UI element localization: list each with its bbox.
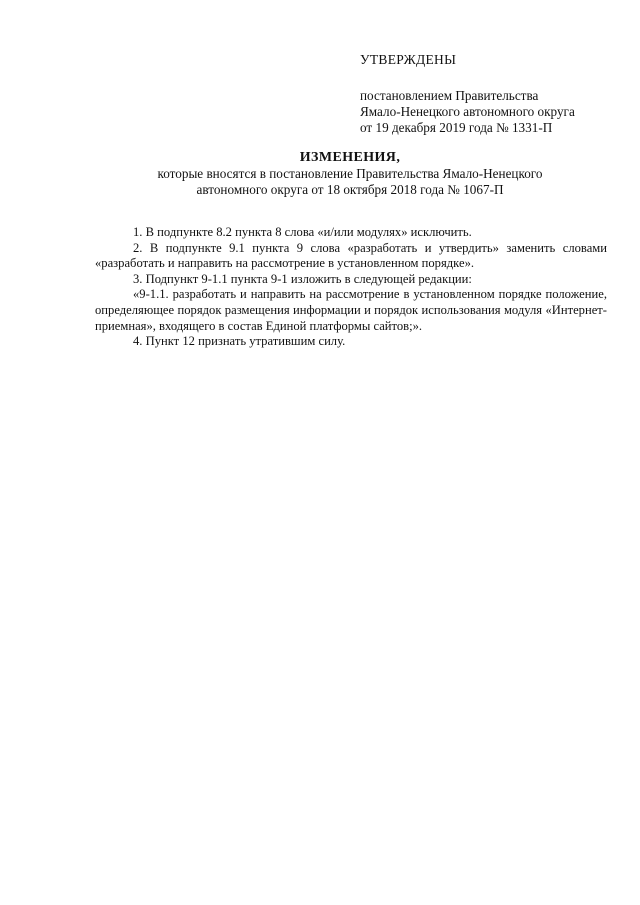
document-subtitle-line: которые вносятся в постановление Правительства Ямало-Ненецкого [157, 166, 543, 181]
paragraph: «9-1.1. разработать и направить на рассмотрение в установленном порядке положение, определяющее порядок размещения информации и порядок использования модуля «Интернет-приемная», входящего в состав Единой платформы сайтов;». [95, 287, 607, 333]
document-subtitle-line: автономного округа от 18 октября 2018 года № 1067-П [196, 182, 504, 197]
approval-heading: УТВЕРЖДЕНЫ [360, 52, 457, 67]
approval-line: Ямало-Ненецкого автономного округа [360, 104, 575, 119]
paragraph: 1. В подпункте 8.2 пункта 8 слова «и/или модулях» исключить. [133, 225, 472, 239]
document-title: ИЗМЕНЕНИЯ, [299, 150, 401, 165]
title-block [80, 150, 620, 198]
approval-line: от 19 декабря 2019 года № 1331-П [360, 120, 553, 135]
paragraph: 3. Подпункт 9-1.1 пункта 9-1 изложить в следующей редакции: [133, 271, 472, 286]
approval-block [360, 52, 620, 136]
paragraph: 2. В подпункте 9.1 пункта 9 слова «разработать и утвердить» заменить словами «разработать и направить на рассмотрение в установленном порядке». [95, 240, 607, 271]
approval-line: постановлением Правительства [360, 88, 539, 103]
document-body [95, 225, 607, 350]
paragraph: 4. Пункт 12 признать утратившим силу. [133, 334, 346, 349]
